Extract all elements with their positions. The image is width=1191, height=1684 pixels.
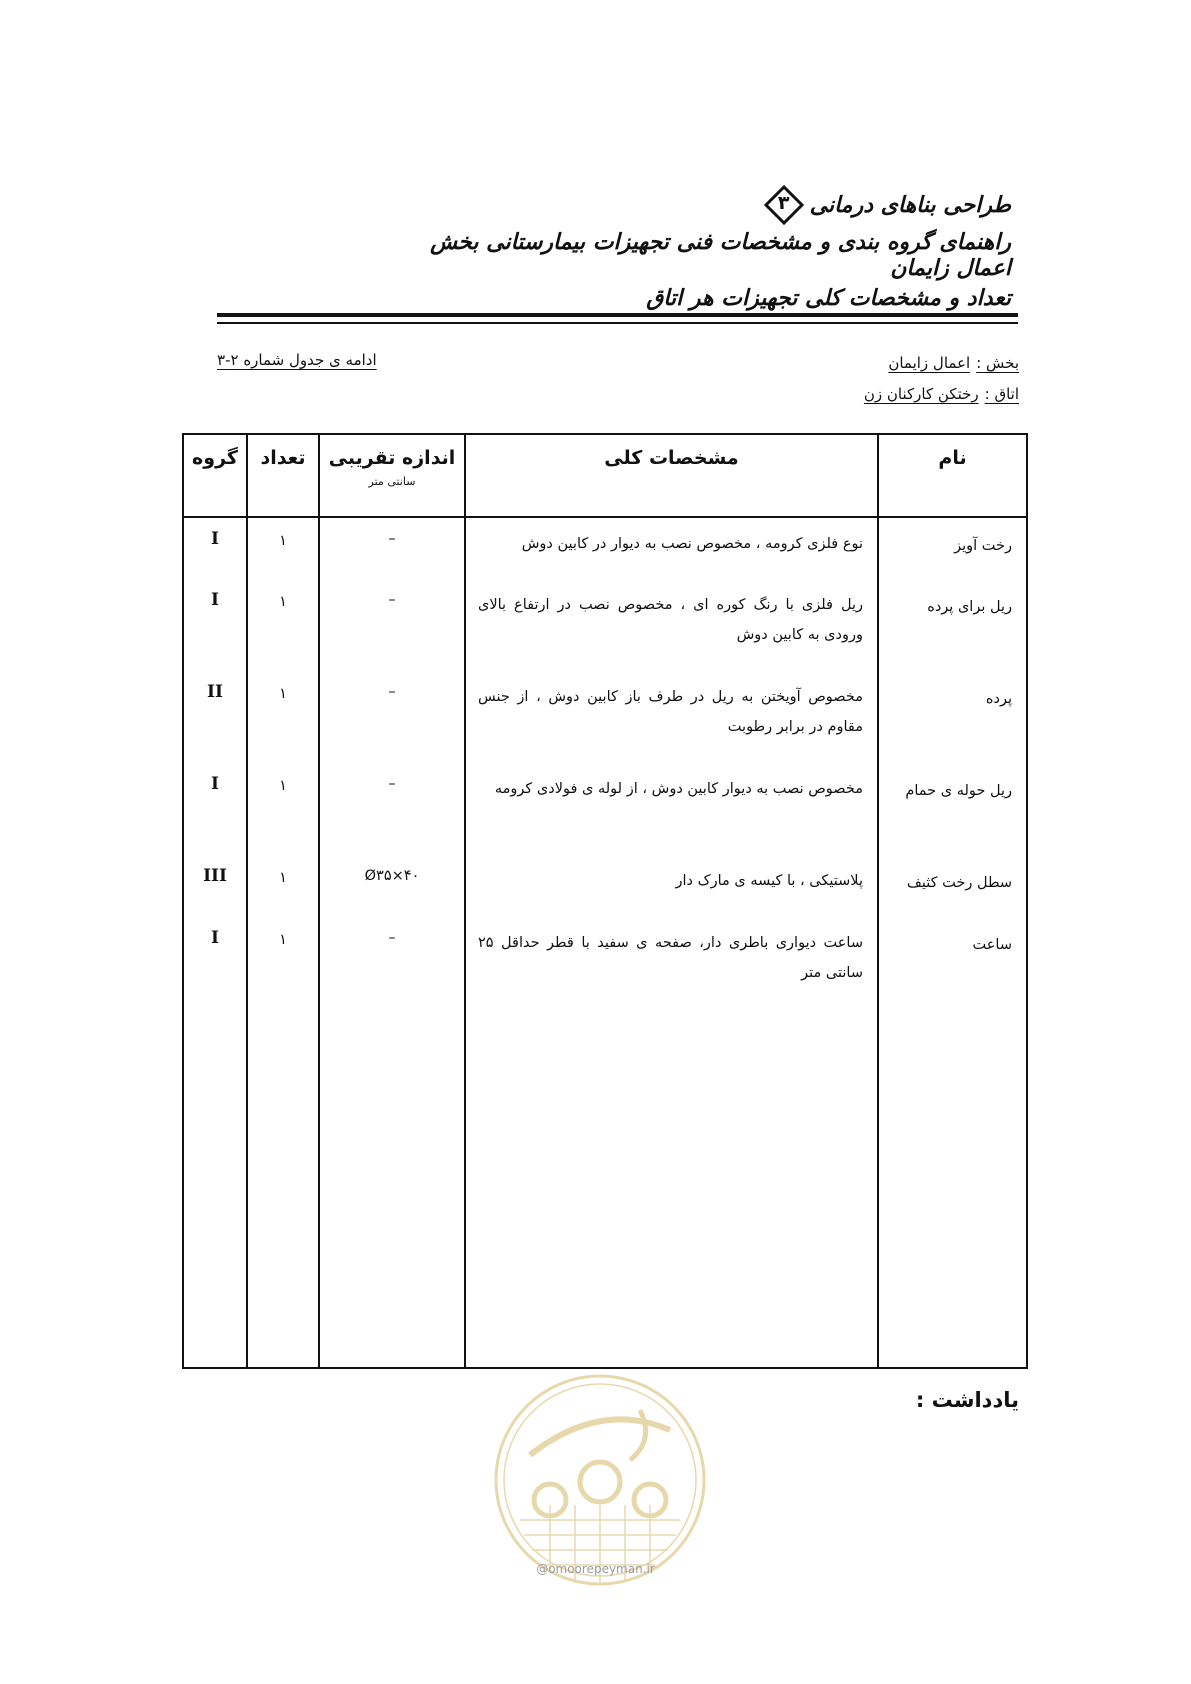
cell-name: ریل برای پرده: [878, 579, 1027, 671]
cell-name: رخت آویز: [878, 517, 1027, 579]
cell-group: I: [183, 763, 247, 855]
header-specs: مشخصات کلی: [465, 434, 878, 517]
cell-qty: ۱: [247, 517, 319, 579]
cell-group: III: [183, 855, 247, 917]
cell-specs: مخصوص آویختن به ریل در طرف باز کابین دوش ، از جنس مقاوم در برابر رطوبت: [465, 671, 878, 763]
header-rule-thick: [217, 313, 1018, 317]
cell-specs: پلاستیکی ، با کیسه ی مارک دار: [465, 855, 878, 917]
table-filler-row: [183, 1009, 1027, 1368]
table-row: [183, 671, 1027, 763]
table-header-row: [183, 434, 1027, 517]
cell-size: –: [319, 671, 465, 763]
cell-specs: مخصوص نصب به دیوار کابین دوش ، از لوله ی فولادی کرومه: [465, 763, 878, 855]
cell-group: I: [183, 579, 247, 671]
room-value: رختکن کارکنان زن: [863, 385, 979, 403]
header-name: نام: [878, 434, 1027, 517]
subtitle-line-2: تعداد و مشخصات کلی تجهیزات هر اتاق: [646, 285, 1011, 311]
equipment-table-wrap: [182, 433, 1026, 1369]
header-size: [319, 434, 465, 517]
table-continuation-note: ادامه ی جدول شماره ۲-۳: [217, 351, 377, 369]
header-qty: تعداد: [247, 434, 319, 517]
section-value: اعمال زایمان: [888, 354, 971, 372]
header-group: گروه: [183, 434, 247, 517]
header-size-label: اندازه تقریبی: [328, 447, 456, 469]
header-size-unit: سانتی متر: [368, 475, 416, 488]
cell-size: –: [319, 917, 465, 1009]
cell-group: II: [183, 671, 247, 763]
watermark-logo-icon: [490, 1370, 710, 1590]
cell-size: –: [319, 579, 465, 671]
cell-name: پرده: [878, 671, 1027, 763]
cell-qty: ۱: [247, 579, 319, 671]
cell-qty: ۱: [247, 671, 319, 763]
equipment-table: [182, 433, 1028, 1369]
table-row: [183, 917, 1027, 1009]
volume-badge: [764, 185, 804, 225]
cell-specs: نوع فلزی کرومه ، مخصوص نصب به دیوار در کابین دوش: [465, 517, 878, 579]
section-line: [888, 354, 1019, 372]
cell-specs: ریل فلزی با رنگ کوره ای ، مخصوص نصب در ارتفاع بالای ورودی به کابین دوش: [465, 579, 878, 671]
room-line: [864, 385, 1019, 403]
table-row: [183, 763, 1027, 855]
cell-name: سطل رخت کثیف: [878, 855, 1027, 917]
cell-qty: ۱: [247, 855, 319, 917]
cell-size: Ø۳۵×۴۰: [319, 855, 465, 917]
cell-size: –: [319, 517, 465, 579]
table-row: [183, 855, 1027, 917]
table-row: [183, 517, 1027, 579]
subtitle-line-1: راهنمای گروه بندی و مشخصات فنی تجهیزات بیمارستانی بخش اعمال زایمان: [430, 229, 1011, 281]
watermark-site: @omoorepeyman.ir: [536, 1562, 655, 1576]
section-label: بخش :: [976, 354, 1019, 372]
table-row: [183, 579, 1027, 671]
cell-qty: ۱: [247, 763, 319, 855]
cell-name: ساعت: [878, 917, 1027, 1009]
volume-number: ۳: [777, 192, 790, 214]
cell-size: –: [319, 763, 465, 855]
cell-name: ریل حوله ی حمام: [878, 763, 1027, 855]
notes-label: یادداشت :: [915, 1388, 1019, 1412]
cell-specs: ساعت دیواری باطری دار، صفحه ی سفید با قطر حداقل ۲۵ سانتی متر: [465, 917, 878, 1009]
cell-qty: ۱: [247, 917, 319, 1009]
room-label: اتاق :: [984, 385, 1019, 403]
cell-group: I: [183, 917, 247, 1009]
cell-group: I: [183, 517, 247, 579]
document-header: [390, 185, 1011, 311]
title-row: [390, 185, 1011, 225]
header-rule-thin: [217, 322, 1018, 324]
book-title: طراحی بناهای درمانی: [809, 192, 1011, 218]
